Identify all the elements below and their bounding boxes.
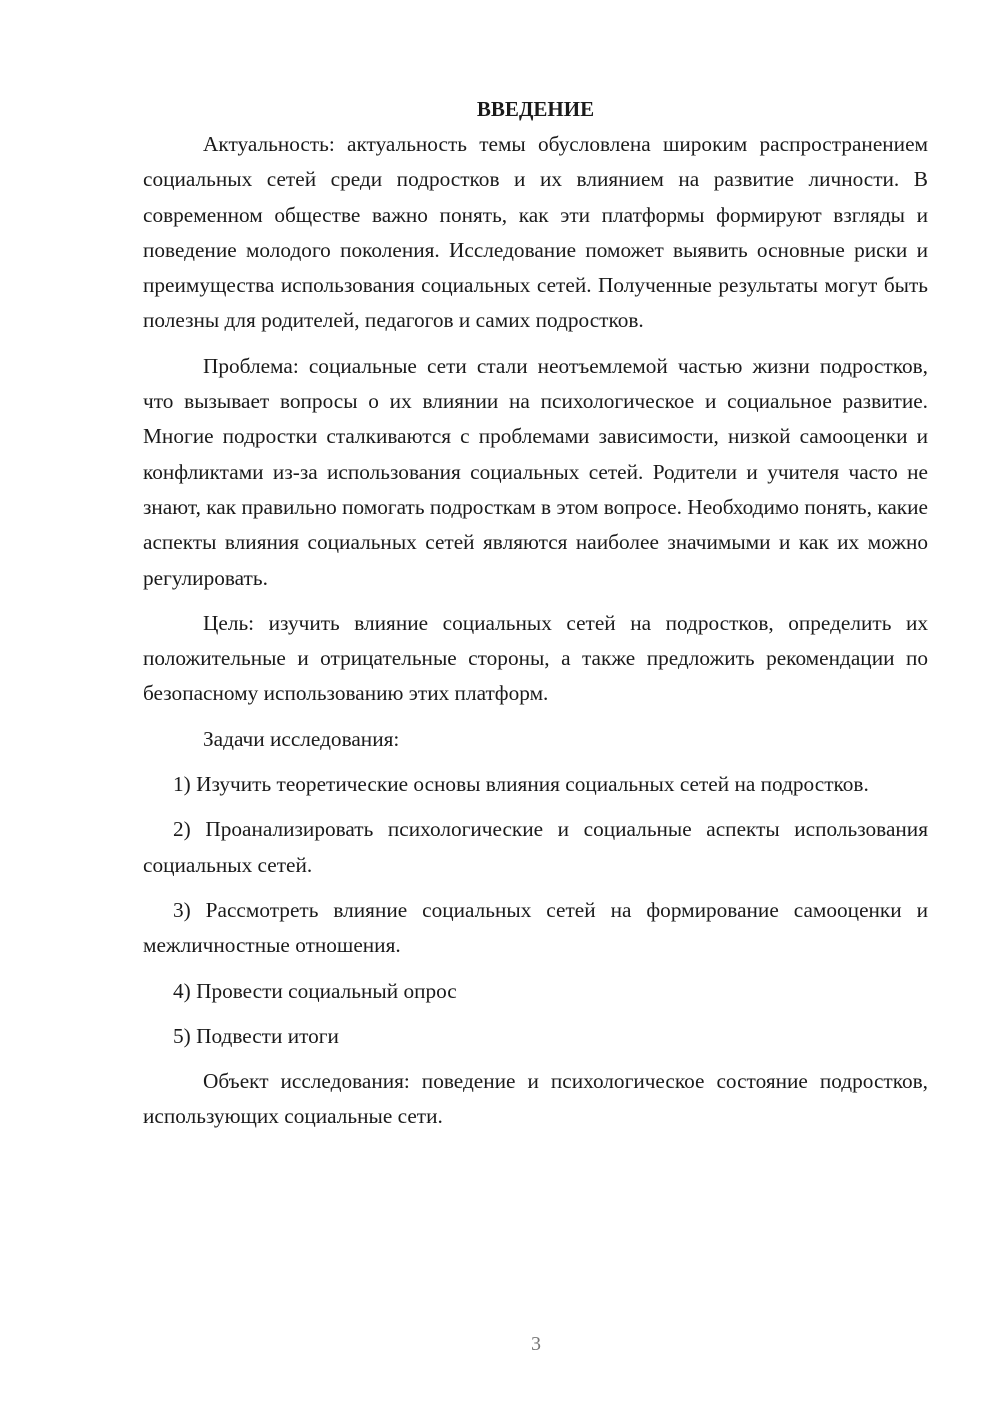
task-item-2: 2) Проанализировать психологические и социальные аспекты использования социальных сетей. — [143, 817, 928, 877]
goal-paragraph: Цель: изучить влияние социальных сетей на подростков, определить их положительные и отрицательные стороны, а также предложить рекомендации по безопасному использованию этих платформ. — [143, 610, 928, 706]
document-page — [143, 92, 928, 1135]
page-number: 3 — [531, 1333, 541, 1355]
task-item-1: 1) Изучить теоретические основы влияния социальных сетей на подростков. — [173, 772, 869, 797]
tasks-title: Задачи исследования: — [203, 726, 400, 751]
task-item-4: 4) Провести социальный опрос — [173, 978, 457, 1003]
problem-paragraph: Проблема: социальные сети стали неотъемлемой частью жизни подростков, что вызывает вопросы о их влиянии на психологическое и социальное развитие. Многие подростки сталкиваются с проблемами зависимости, низкой самооценки и конфликтами из-за использования социальных сетей. Родители и учителя часто не знают, как правильно помогать подросткам в этом вопросе. Необходимо понять, какие аспекты влияния социальных сетей являются наиболее значимыми и как их можно регулировать. — [143, 353, 928, 590]
relevance-paragraph: Актуальность: актуальность темы обусловлена широким распространением социальных сетей среди подростков и их влиянием на развитие личности. В современном обществе важно понять, как эти платформы формируют взгляды и поведение молодого поколения. Исследование поможет выявить основные риски и преимущества использования социальных сетей. Полученные результаты могут быть полезны для родителей, педагогов и самих подростков. — [143, 132, 928, 333]
task-item-3: 3) Рассмотреть влияние социальных сетей на формирование самооценки и межличностные отношения. — [143, 897, 928, 958]
object-paragraph: Объект исследования: поведение и психологическое состояние подростков, использующих социальные сети. — [143, 1069, 928, 1129]
task-item-5: 5) Подвести итоги — [173, 1023, 339, 1048]
section-heading: ВВЕДЕНИЕ — [476, 97, 595, 121]
